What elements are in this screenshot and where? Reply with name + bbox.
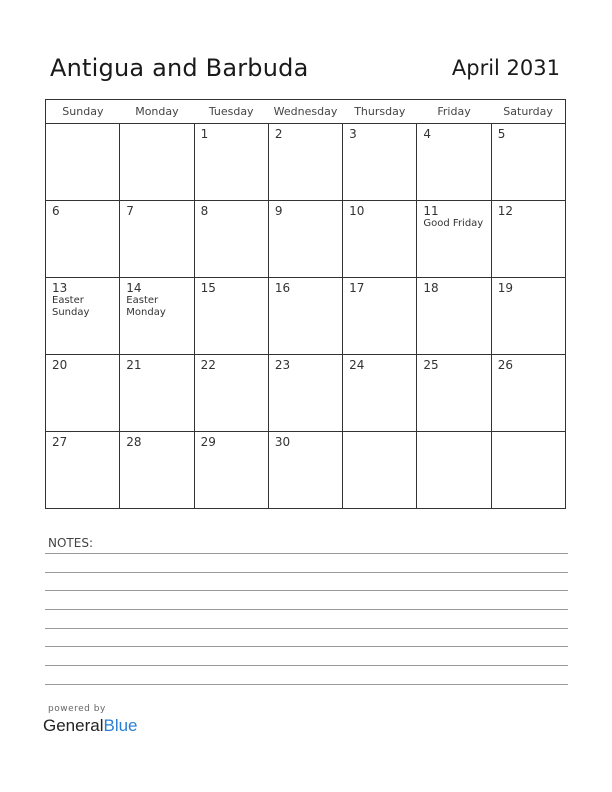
day-number: 13 <box>52 281 68 295</box>
holiday-label: Easter Monday <box>126 295 166 318</box>
day-cell <box>46 124 120 201</box>
month-calendar-grid <box>45 99 566 509</box>
day-number: 8 <box>200 204 209 218</box>
day-number: 6 <box>52 204 60 218</box>
generalblue-logo <box>43 716 138 736</box>
weekday-header: Wednesday <box>268 100 342 124</box>
day-cell <box>491 201 565 278</box>
day-cell <box>120 201 194 278</box>
notes-line <box>45 628 568 629</box>
notes-line <box>45 665 568 666</box>
day-number: 17 <box>349 281 365 295</box>
day-cell <box>268 432 342 509</box>
notes-line <box>45 590 568 591</box>
day-cell <box>120 432 194 509</box>
day-number: 18 <box>423 281 439 295</box>
day-number: 1 <box>200 127 209 141</box>
day-cell <box>343 278 417 355</box>
day-cell <box>194 201 268 278</box>
day-number: 4 <box>423 127 432 141</box>
day-cell <box>46 278 120 355</box>
day-cell <box>343 124 417 201</box>
day-cell <box>417 432 491 509</box>
notes-line <box>45 572 568 573</box>
week-row <box>46 432 566 509</box>
day-cell <box>491 124 565 201</box>
holiday-label: Easter Sunday <box>52 295 90 318</box>
day-cell <box>120 124 194 201</box>
day-cell <box>194 278 268 355</box>
day-cell <box>343 432 417 509</box>
day-cell <box>417 201 491 278</box>
day-number: 2 <box>274 127 283 141</box>
day-cell <box>417 355 491 432</box>
day-number: 9 <box>274 204 283 218</box>
week-row <box>46 124 566 201</box>
brand-general-text: General <box>43 716 104 735</box>
day-number: 15 <box>200 281 216 295</box>
day-number: 5 <box>497 127 506 141</box>
day-number: 19 <box>497 281 513 295</box>
calendar-month-title: April 2031 <box>451 56 560 80</box>
day-number: 21 <box>126 358 142 372</box>
day-number: 14 <box>126 281 142 295</box>
day-cell <box>46 355 120 432</box>
weekday-header: Saturday <box>491 100 565 124</box>
day-cell <box>491 278 565 355</box>
day-number: 7 <box>126 204 134 218</box>
day-cell <box>491 432 565 509</box>
day-cell <box>268 124 342 201</box>
week-row <box>46 201 566 278</box>
day-cell <box>491 355 565 432</box>
powered-by-text: powered by <box>48 704 106 714</box>
day-cell <box>194 124 268 201</box>
day-number: 24 <box>349 358 365 372</box>
weekday-header: Sunday <box>46 100 120 124</box>
weekday-header: Tuesday <box>194 100 268 124</box>
day-number: 27 <box>52 435 68 449</box>
notes-line <box>45 553 568 554</box>
day-number: 26 <box>497 358 513 372</box>
day-number: 11 <box>423 204 439 218</box>
day-cell <box>343 355 417 432</box>
day-number: 12 <box>497 204 513 218</box>
day-number: 29 <box>200 435 216 449</box>
day-number: 16 <box>274 281 291 295</box>
calendar-country-title: Antigua and Barbuda <box>50 54 309 82</box>
day-cell <box>194 355 268 432</box>
day-cell <box>46 201 120 278</box>
notes-line <box>45 609 568 610</box>
notes-label: NOTES: <box>48 536 93 550</box>
day-cell <box>120 355 194 432</box>
day-number: 20 <box>52 358 68 372</box>
day-number: 23 <box>274 358 291 372</box>
week-row <box>46 278 566 355</box>
day-number: 10 <box>349 204 365 218</box>
day-cell <box>343 201 417 278</box>
weekday-header-row <box>46 100 566 124</box>
day-number: 25 <box>423 358 439 372</box>
notes-line <box>45 684 568 685</box>
day-cell <box>194 432 268 509</box>
day-cell <box>120 278 194 355</box>
day-cell <box>268 355 342 432</box>
day-cell <box>46 432 120 509</box>
day-cell <box>417 278 491 355</box>
day-cell <box>268 201 342 278</box>
day-number: 30 <box>274 435 291 449</box>
brand-blue-text: Blue <box>103 716 138 735</box>
weekday-header: Thursday <box>343 100 417 124</box>
day-number: 22 <box>200 358 216 372</box>
day-cell <box>268 278 342 355</box>
notes-line <box>45 646 568 647</box>
day-number: 28 <box>126 435 142 449</box>
holiday-label: Good Friday <box>423 218 484 229</box>
weekday-header: Friday <box>417 100 491 124</box>
day-cell <box>417 124 491 201</box>
day-number: 3 <box>349 127 357 141</box>
weekday-header: Monday <box>120 100 194 124</box>
week-row <box>46 355 566 432</box>
